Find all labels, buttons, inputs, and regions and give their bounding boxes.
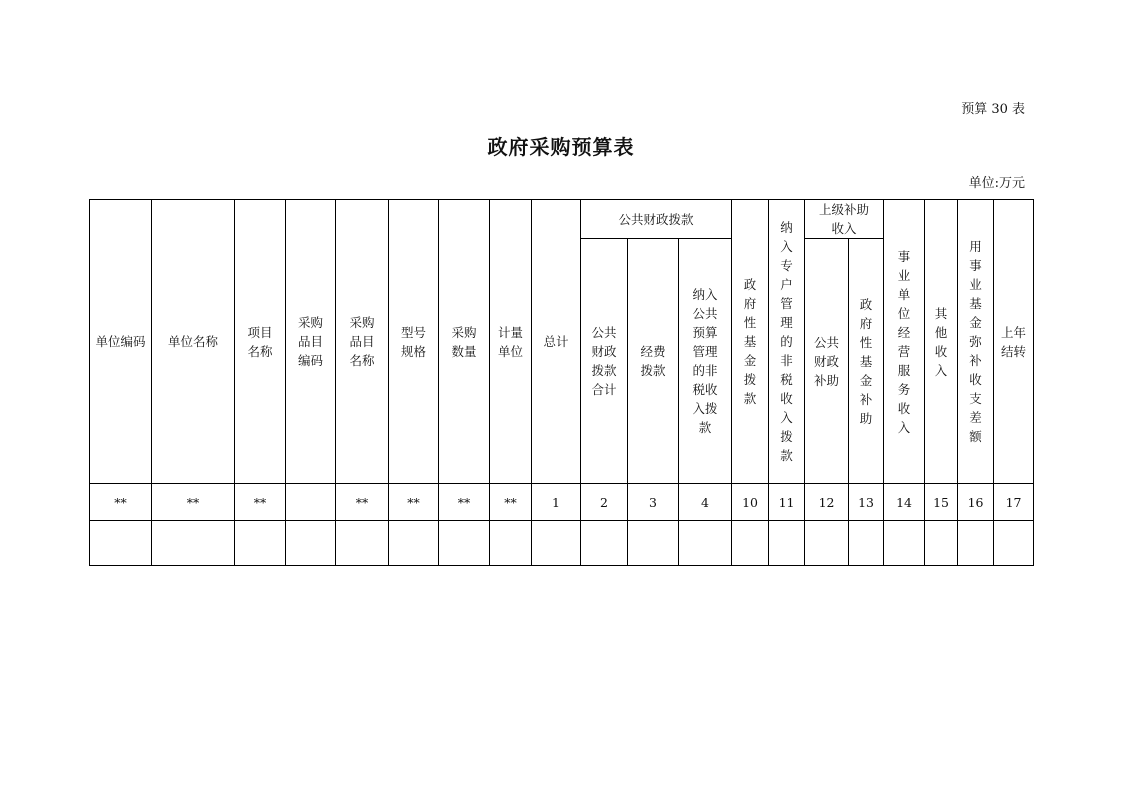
- code-cell: 11: [769, 484, 805, 521]
- table-row: [90, 484, 1034, 521]
- code-cell: 14: [884, 484, 925, 521]
- data-cell[interactable]: [152, 521, 235, 566]
- header-subsidy-group: 上级补助收入: [819, 202, 870, 236]
- header-carryover: 上年结转: [1001, 324, 1027, 359]
- header-cell: [628, 239, 679, 484]
- header-cell: [958, 200, 994, 484]
- code-cell: 12: [805, 484, 849, 521]
- header-model-spec: 型号规格: [400, 324, 426, 359]
- code-cell: **: [152, 484, 235, 521]
- header-cell: [581, 200, 732, 239]
- header-fee-appropriation: 经费拨款: [640, 344, 666, 378]
- header-cell: [90, 200, 152, 484]
- header-total: 总计: [543, 334, 569, 349]
- header-cell: [925, 200, 958, 484]
- header-cell: [732, 200, 769, 484]
- header-cell: [849, 239, 884, 484]
- data-cell[interactable]: [235, 521, 286, 566]
- header-cell: [389, 200, 439, 484]
- code-cell: [286, 484, 336, 521]
- data-cell[interactable]: [994, 521, 1034, 566]
- data-cell[interactable]: [958, 521, 994, 566]
- header-cell: [286, 200, 336, 484]
- data-cell[interactable]: [805, 521, 849, 566]
- data-cell[interactable]: [90, 521, 152, 566]
- code-cell: **: [336, 484, 389, 521]
- code-cell: 10: [732, 484, 769, 521]
- data-cell[interactable]: [769, 521, 805, 566]
- code-cell: 17: [994, 484, 1034, 521]
- header-unit-code: 单位编码: [95, 334, 146, 349]
- data-cell[interactable]: [732, 521, 769, 566]
- code-cell: 2: [581, 484, 628, 521]
- header-quantity: 采购数量: [451, 324, 477, 359]
- code-cell: 13: [849, 484, 884, 521]
- data-cell[interactable]: [532, 521, 581, 566]
- data-cell[interactable]: [581, 521, 628, 566]
- data-cell[interactable]: [439, 521, 490, 566]
- header-cell: [532, 200, 581, 484]
- header-cell: [336, 200, 389, 484]
- header-cell: [769, 200, 805, 484]
- header-other-income: 其他收入: [934, 305, 948, 378]
- header-cell: [994, 200, 1034, 484]
- data-cell[interactable]: [679, 521, 732, 566]
- header-cell: [581, 239, 628, 484]
- header-cell: [152, 200, 235, 484]
- header-unit-name: 单位名称: [167, 334, 218, 349]
- form-number: 预算 30 表: [961, 102, 1025, 117]
- page-title: 政府采购预算表: [487, 135, 635, 159]
- header-item-code: 采购品目编码: [297, 315, 323, 368]
- header-fund-gap: 用事业基金弥补收支差额: [969, 239, 982, 444]
- data-cell[interactable]: [389, 521, 439, 566]
- header-non-tax-special: 纳入专户管理的非税收入拨款: [780, 220, 793, 463]
- header-cell: [805, 239, 849, 484]
- header-subsidy-gov-fund: 政府性基金补助: [859, 296, 873, 426]
- code-cell: 4: [679, 484, 732, 521]
- data-cell[interactable]: [336, 521, 389, 566]
- code-cell: **: [439, 484, 490, 521]
- table-row: [90, 521, 1034, 566]
- header-measure-unit: 计量单位: [497, 324, 523, 359]
- code-cell: **: [235, 484, 286, 521]
- code-cell: **: [389, 484, 439, 521]
- data-cell[interactable]: [490, 521, 532, 566]
- header-project-name: 项目名称: [247, 324, 273, 359]
- header-business-income: 事业单位经营服务收入: [897, 248, 911, 435]
- code-cell: **: [490, 484, 532, 521]
- data-cell[interactable]: [925, 521, 958, 566]
- header-cell: [439, 200, 490, 484]
- code-cell: 16: [958, 484, 994, 521]
- code-cell: 3: [628, 484, 679, 521]
- unit-label: 单位:万元: [968, 176, 1025, 191]
- data-cell[interactable]: [286, 521, 336, 566]
- data-cell[interactable]: [628, 521, 679, 566]
- data-cell[interactable]: [884, 521, 925, 566]
- header-cell: [235, 200, 286, 484]
- header-item-name: 采购品目名称: [349, 315, 375, 368]
- code-cell: 15: [925, 484, 958, 521]
- procurement-budget-table: [89, 199, 1034, 566]
- code-cell: **: [90, 484, 152, 521]
- data-cell[interactable]: [849, 521, 884, 566]
- header-subsidy-public: 公共财政补助: [814, 334, 840, 388]
- header-cell: [490, 200, 532, 484]
- header-cell: [805, 200, 884, 239]
- header-non-tax-public: 纳入公共预算管理的非税收入拨款: [692, 287, 718, 435]
- header-cell: [884, 200, 925, 484]
- header-public-finance-total: 公共财政拨款合计: [591, 325, 617, 397]
- header-public-finance-group: 公共财政拨款: [618, 211, 694, 227]
- header-cell: [679, 239, 732, 484]
- table-header-row-1: [90, 200, 1034, 239]
- header-gov-fund: 政府性基金拨款: [743, 277, 757, 406]
- code-cell: 1: [532, 484, 581, 521]
